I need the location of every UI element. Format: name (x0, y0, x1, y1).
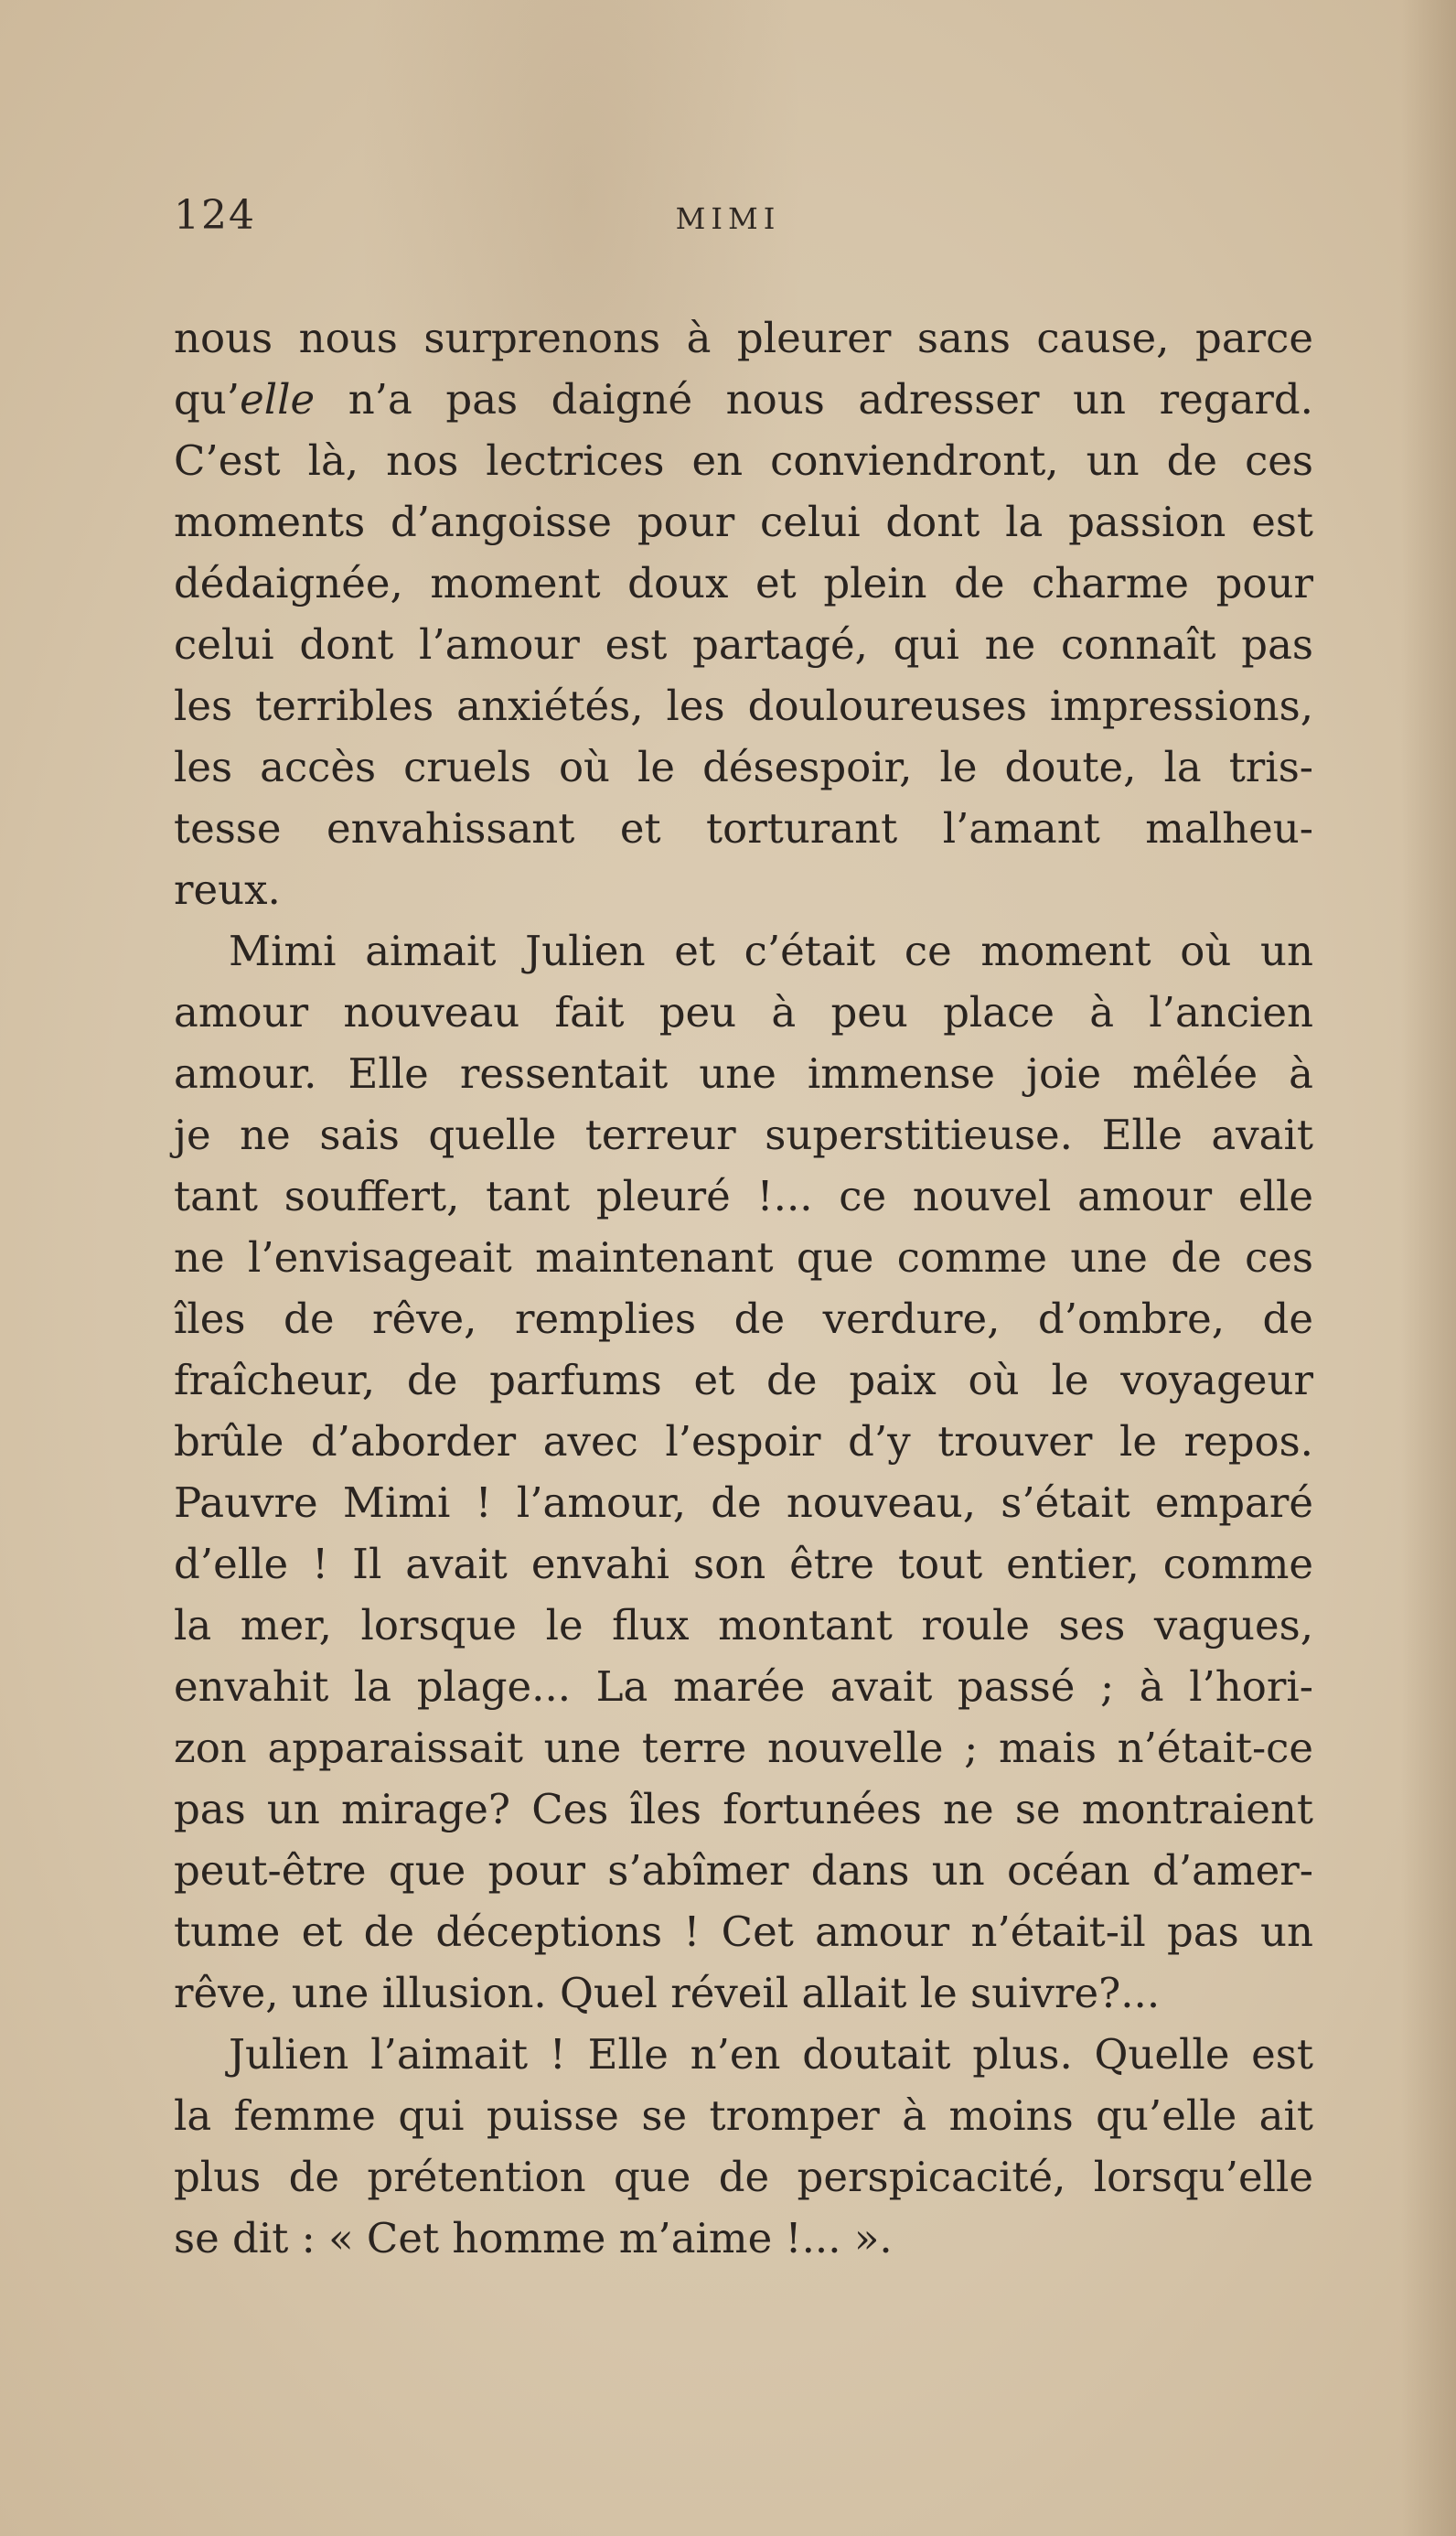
text-line: zon apparaissait une terre nouvelle ; mais n’était-ce (174, 1724, 1313, 1772)
text-line: peut-être que pour s’abîmer dans un océan d’amer- (174, 1846, 1313, 1895)
text-line: d’elle ! Il avait envahi son être tout entier, comme (174, 1540, 1313, 1588)
text-line: moments d’angoisse pour celui dont la passion est (174, 498, 1313, 546)
text-line: la femme qui puisse se tromper à moins qu’elle ait (174, 2091, 1313, 2140)
text-line: C’est là, nos lectrices en conviendront, un de ces (174, 436, 1313, 485)
text-line: îles de rêve, remplies de verdure, d’ombre, de (174, 1295, 1313, 1343)
text-line: Pauvre Mimi ! l’amour, de nouveau, s’était emparé (174, 1478, 1313, 1527)
text-line: tesse envahissant et torturant l’amant malheu- (174, 804, 1313, 853)
page-number: 124 (174, 192, 256, 239)
text-line: brûle d’aborder avec l’espoir d’y trouver le repos. (174, 1417, 1313, 1466)
text-line: se dit : « Cet homme m’aime !... ». (174, 2214, 893, 2262)
text-line: plus de prétention que de perspicacité, lorsqu’elle (174, 2153, 1313, 2201)
emphasized-word: elle (240, 375, 316, 424)
text-line: nous nous surprenons à pleurer sans cause, parce (174, 314, 1313, 362)
text-line: pas un mirage? Ces îles fortunées ne se montraient (174, 1785, 1313, 1833)
page-edge-shadow (1401, 0, 1456, 2536)
text-line: Mimi aimait Julien et c’était ce moment où un (229, 927, 1313, 975)
text-line: ne l’envisageait maintenant que comme une de ces (174, 1233, 1313, 1282)
text-line: amour. Elle ressentait une immense joie mêlée à (174, 1049, 1313, 1098)
body-text (174, 307, 1313, 2269)
text-line: les terribles anxiétés, les douloureuses impressions, (174, 682, 1313, 730)
text-line: envahit la plage... La marée avait passé ; à l’hori- (174, 1662, 1313, 1711)
text-line: les accès cruels où le désespoir, le doute, la tris- (174, 743, 1313, 791)
text-line: tant souffert, tant pleuré !... ce nouvel amour elle (174, 1172, 1313, 1220)
text-line: rêve, une illusion. Quel réveil allait le suivre?... (174, 1969, 1161, 2017)
text-line: dédaignée, moment doux et plein de charme pour (174, 559, 1313, 607)
text-line: la mer, lorsque le flux montant roule ses vagues, (174, 1601, 1313, 1649)
text-line: celui dont l’amour est partagé, qui ne connaît pas (174, 620, 1313, 669)
text-line: je ne sais quelle terreur superstitieuse. Elle avait (174, 1111, 1313, 1159)
text-line: amour nouveau fait peu à peu place à l’ancien (174, 988, 1313, 1037)
text-line: tume et de déceptions ! Cet amour n’était-il pas un (174, 1907, 1313, 1956)
text-line: Julien l’aimait ! Elle n’en doutait plus. Quelle est (229, 2030, 1313, 2079)
text-line: qu’elle n’a pas daigné nous adresser un regard. (174, 375, 1313, 424)
running-title: MIMI (675, 201, 781, 236)
text-line: fraîcheur, de parfums et de paix où le voyageur (174, 1356, 1313, 1404)
text-line: reux. (174, 865, 281, 914)
